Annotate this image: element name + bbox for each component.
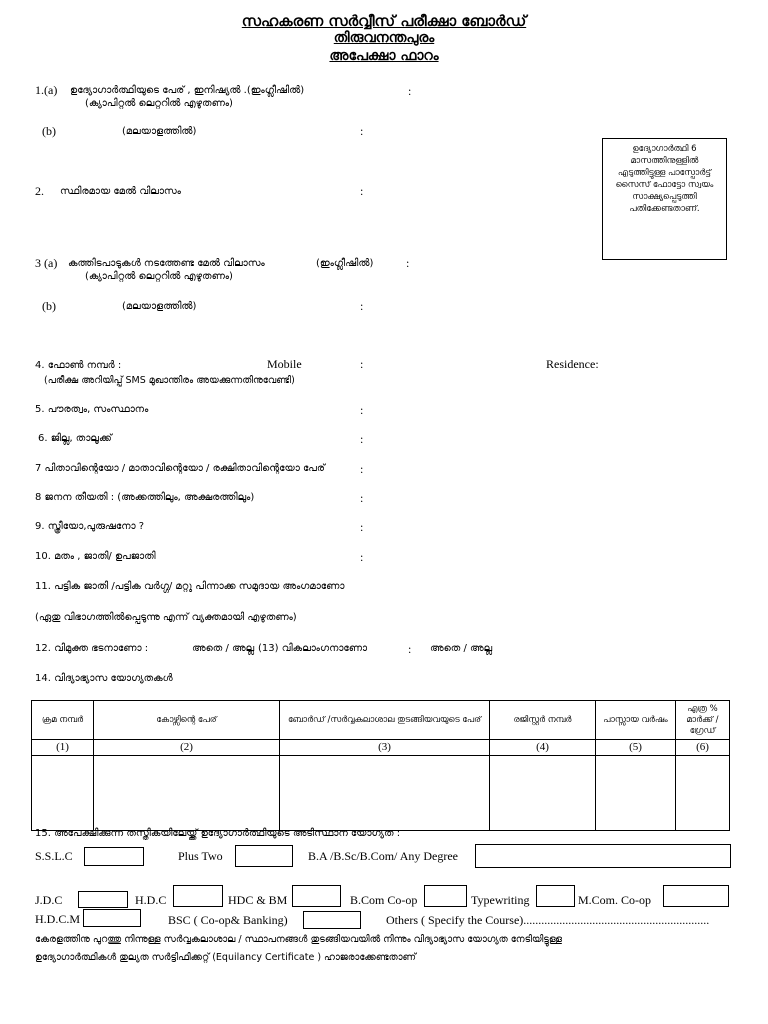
equivalency-note-line1: കേരളത്തിനു പുറത്തു നിന്നുള്ള സർവ്വകലാശാല / സ്ഥാപനങ്ങൾ തുടങ്ങിയവയിൽ നിന്നും വിദ്യാഭ്യാസ യോഗ്യത നേടിയിട്ടുള്ള — [35, 934, 562, 945]
bsc-coop-checkbox[interactable] — [303, 911, 361, 929]
field-13-colon: : — [408, 642, 412, 656]
field-1a-number: 1.(a) — [35, 83, 58, 97]
table-cell[interactable] — [490, 756, 596, 831]
jdc-label: J.D.C — [35, 893, 63, 907]
typewriting-checkbox[interactable] — [536, 885, 575, 907]
col-number: (6) — [676, 740, 730, 756]
field-4-residence: Residence: — [546, 357, 599, 371]
mcom-coop-label: M.Com. Co-op — [578, 893, 652, 907]
col-year-passed: പാസ്സായ വർഷം — [596, 701, 676, 740]
col-number: (1) — [32, 740, 94, 756]
field-3a-lang: (ഇംഗ്ലീഷിൽ) — [316, 258, 374, 269]
degree-label: B.A /B.Sc/B.Com/ Any Degree — [308, 849, 458, 863]
plus-two-checkbox[interactable] — [235, 845, 293, 867]
field-4-label: 4. ഫോൺ നമ്പർ : — [35, 360, 122, 371]
bcom-coop-label: B.Com Co-op — [350, 893, 418, 907]
table-cell[interactable] — [32, 756, 94, 831]
hdcm-label: H.D.C.M — [35, 912, 81, 926]
field-2-label: സ്ഥിരമായ മേൽ വിലാസം — [60, 186, 181, 197]
col-number: (5) — [596, 740, 676, 756]
typewriting-label: Typewriting — [471, 893, 530, 907]
field-1b-colon: : — [360, 124, 364, 138]
field-13-label: (13) വികലാംഗനാണോ — [258, 643, 368, 654]
field-1b-label: (മലയാളത്തിൽ) — [122, 126, 197, 137]
field-8-colon: : — [360, 491, 364, 505]
field-2-colon: : — [360, 184, 364, 198]
table-row — [32, 756, 730, 831]
field-7-colon: : — [360, 462, 364, 476]
table-header-row — [32, 701, 730, 740]
col-serial-number: ക്രമ നമ്പർ — [32, 701, 94, 740]
field-3a-colon: : — [406, 256, 410, 270]
field-15-label: 15. അപേക്ഷിക്കുന്ന തസ്തികയിലേയ്ക്ക് ഉദ്യോഗാർത്ഥിയുടെ അടിസ്ഥാന യോഗ്യത : — [35, 828, 401, 839]
form-title: അപേക്ഷാ ഫാറം — [329, 48, 439, 64]
field-4-mobile: Mobile — [267, 357, 302, 371]
jdc-checkbox[interactable] — [78, 891, 128, 908]
field-3b-colon: : — [360, 299, 364, 313]
field-10-colon: : — [360, 550, 364, 564]
sslc-label: S.S.L.C — [35, 849, 73, 863]
field-1a-label: ഉദ്യോഗാർത്ഥിയുടെ പേര് , ഇനിഷ്യൽ .(ഇംഗ്ലീഷിൽ) — [70, 85, 305, 96]
field-1b-number: (b) — [42, 124, 56, 138]
field-3b-label: (മലയാളത്തിൽ) — [122, 301, 197, 312]
hdc-checkbox[interactable] — [173, 885, 223, 907]
field-9-colon: : — [360, 520, 364, 534]
table-cell[interactable] — [280, 756, 490, 831]
field-4-sub: (പരീക്ഷ അറിയിപ്പ് SMS മുഖാന്തിരം അയക്കുന്നതിനുവേണ്ടി) — [44, 375, 295, 386]
field-11-label: 11. പട്ടിക ജാതി /പട്ടിക വർഗ്ഗ/ മറ്റു പിന്നാക്ക സമുദായ അംഗമാണോ — [35, 581, 345, 592]
field-3a-number: 3 (a) — [35, 256, 58, 270]
education-table — [31, 700, 730, 831]
field-12-answer[interactable]: അതെ / അല്ല — [192, 643, 255, 654]
field-5-colon: : — [360, 403, 364, 417]
hdc-bm-label: HDC & BM — [228, 893, 288, 907]
photo-box[interactable]: ഉദ്യോഗാർത്ഥി 6 മാസത്തിനുള്ളിൽ എടുത്തിട്ടുള്ള പാസ്പോർട്ട് സൈസ് ഫോട്ടോ സ്വയം സാക്ഷ്യപ്പെടുത്തി പതിക്കേണ്ടതാണ്. — [602, 138, 727, 260]
col-course-name: കോഴ്സിന്റെ പേര് — [94, 701, 280, 740]
table-cell[interactable] — [676, 756, 730, 831]
field-7-label: 7 പിതാവിന്റെയോ / മാതാവിന്റെയോ / രക്ഷിതാവിന്റെയോ പേര് — [35, 463, 325, 474]
field-14-label: 14. വിദ്യാഭ്യാസ യോഗ്യതകൾ — [35, 673, 173, 684]
field-4-colon: : — [360, 357, 364, 371]
field-1a-sub: (ക്യാപിറ്റൽ ലെറ്ററിൽ എഴുതണം) — [85, 98, 233, 109]
col-number: (4) — [490, 740, 596, 756]
field-8-label: 8 ജനന തീയതി : (അക്കത്തിലും, അക്ഷരത്തിലും) — [35, 492, 255, 503]
hdcm-checkbox[interactable] — [83, 909, 141, 927]
col-marks-grade: എത്ര % മാർക്ക് / ഗ്രേഡ് — [676, 701, 730, 740]
city-title: തിരുവനന്തപുരം — [333, 30, 435, 46]
col-board-university: ബോർഡ് /സർവ്വകലാശാല തുടങ്ങിയവയുടെ പേര് — [280, 701, 490, 740]
plus-two-label: Plus Two — [178, 849, 223, 863]
field-2-number: 2. — [35, 184, 44, 198]
equivalency-note-line2: ഉദ്യോഗാർത്ഥികൾ തുല്യത സർട്ടിഫിക്കറ്റ് (Equilancy Certificate ) ഹാജരാക്കേണ്ടതാണ് — [35, 952, 416, 963]
field-3a-sub: (ക്യാപിറ്റൽ ലെറ്ററിൽ എഴുതണം) — [85, 271, 233, 282]
mcom-coop-checkbox[interactable] — [663, 885, 729, 907]
field-3b-number: (b) — [42, 299, 56, 313]
field-1a-colon: : — [408, 84, 412, 98]
col-number: (3) — [280, 740, 490, 756]
field-6-colon: : — [360, 432, 364, 446]
col-number: (2) — [94, 740, 280, 756]
field-9-label: 9. സ്ത്രീയോ,പുരുഷനോ ? — [35, 521, 145, 532]
hdc-label: H.D.C — [135, 893, 167, 907]
others-label[interactable]: Others ( Specify the Course).............................................................. — [386, 913, 710, 927]
field-3a-label: കത്തിടപാടുകൾ നടത്തേണ്ട മേൽ വിലാസം — [68, 258, 265, 269]
bcom-coop-checkbox[interactable] — [424, 885, 467, 907]
field-11-sub: (ഏതു വിഭാഗത്തിൽപ്പെടുന്നു എന്ന് വ്യക്തമായി എഴുതണം) — [35, 612, 297, 623]
field-6-label: 6. ജില്ല, താലൂക്ക് — [38, 433, 112, 444]
board-title: സഹകരണ സർവ്വീസ് പരീക്ഷാ ബോർഡ് — [241, 12, 527, 30]
table-cell[interactable] — [94, 756, 280, 831]
table-cell[interactable] — [596, 756, 676, 831]
hdc-bm-checkbox[interactable] — [292, 885, 341, 907]
field-10-label: 10. മതം , ജാതി/ ഉപജാതി — [35, 551, 156, 562]
degree-checkbox[interactable] — [475, 844, 731, 868]
table-number-row — [32, 740, 730, 756]
field-12-label: 12. വിമുക്ത ഭടനാണോ : — [35, 643, 149, 654]
bsc-coop-label: BSC ( Co-op& Banking) — [168, 913, 288, 927]
field-5-label: 5. പൗരത്വം, സംസ്ഥാനം — [35, 404, 149, 415]
sslc-checkbox[interactable] — [84, 847, 144, 866]
col-register-number: രജിസ്റ്റർ നമ്പർ — [490, 701, 596, 740]
field-13-answer[interactable]: അതെ / അല്ല — [430, 643, 493, 654]
